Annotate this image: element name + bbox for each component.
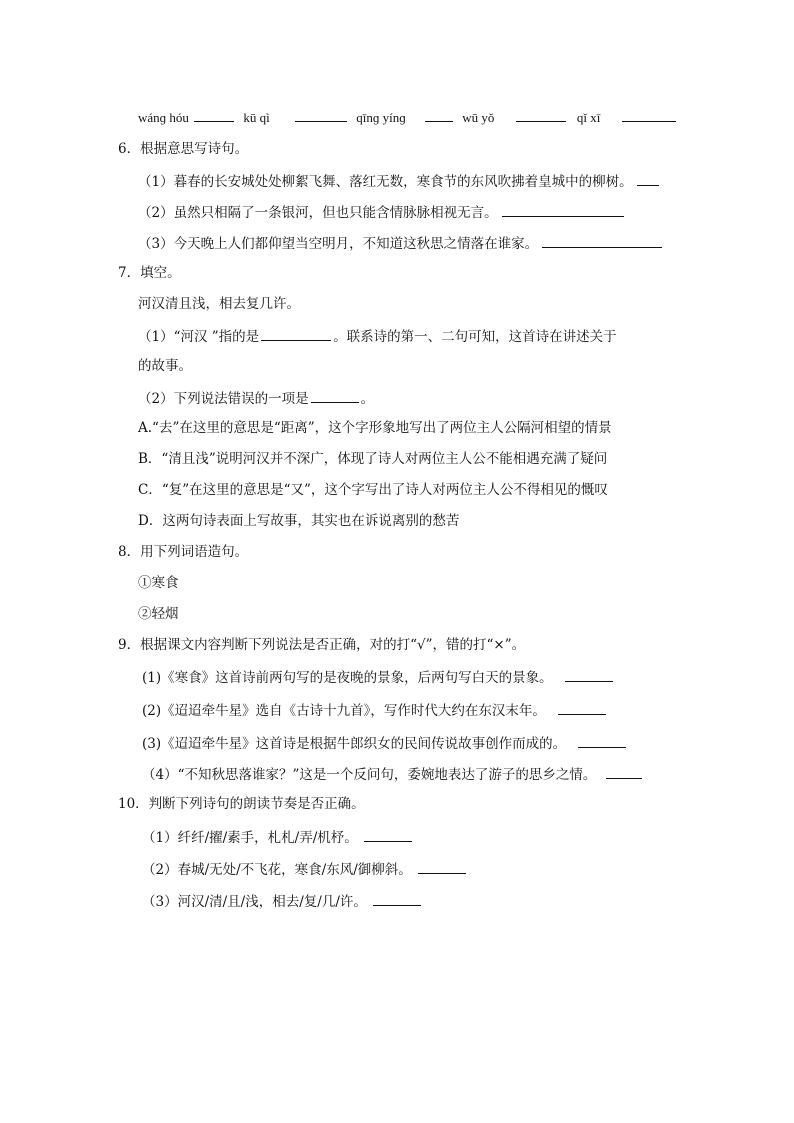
q7-part2-end: 。 bbox=[360, 391, 375, 407]
q9-blank-2[interactable] bbox=[558, 700, 606, 715]
q6-item-3-text: （3）今天晚上人们都仰望当空明月，不知道这秋思之情落在谁家。 bbox=[138, 236, 539, 252]
q6-item-2 bbox=[138, 202, 624, 222]
q7-part1-text-a: （1）“河汉 ”指的是 bbox=[138, 329, 260, 345]
q8-title: 8．用下列词语造句。 bbox=[118, 544, 249, 560]
q6-title: 6．根据意思写诗句。 bbox=[118, 141, 249, 157]
q8-item-1: ①寒食 bbox=[138, 575, 179, 591]
q7-part2 bbox=[138, 388, 374, 408]
q10-item-1 bbox=[142, 827, 412, 847]
pinyin-blank-3[interactable] bbox=[425, 107, 453, 122]
q9-blank-3[interactable] bbox=[578, 733, 626, 748]
pinyin-5: qǐ xī bbox=[576, 110, 601, 125]
q7-option-b: B．“清且浅”说明河汉并不深广，体现了诗人对两位主人公不能相遇充满了疑问 bbox=[138, 451, 608, 467]
q7-blank-2[interactable] bbox=[311, 388, 359, 403]
q8-item-2: ②轻烟 bbox=[138, 606, 179, 622]
pinyin-blank-5[interactable] bbox=[622, 107, 676, 122]
q10-item-3-text: （3）河汉/清/且/浅，相去/复/几/许。 bbox=[142, 894, 367, 910]
q6-item-1 bbox=[138, 171, 659, 191]
q10-item-2-text: （2）春城/无处/不飞花，寒食/东风/御柳斜。 bbox=[142, 862, 412, 878]
pinyin-4: wū yǒ bbox=[462, 110, 495, 125]
q10-blank-2[interactable] bbox=[418, 859, 466, 874]
pinyin-1: wánɡ hóu bbox=[138, 110, 189, 125]
q9-title: 9．根据课文内容判断下列说法是否正确，对的打“√”，错的打“×”。 bbox=[118, 637, 526, 653]
q7-option-d: D．这两句诗表面上写故事，其实也在诉说离别的愁苦 bbox=[138, 513, 460, 529]
q7-part1-cont: 的故事。 bbox=[138, 358, 192, 374]
q10-title: 10．判断下列诗句的朗读节奏是否正确。 bbox=[118, 796, 365, 812]
q6-item-1-text: （1）暮春的长安城处处柳絮飞舞、落红无数，寒食节的东风吹拂着皇城中的柳树。 bbox=[138, 174, 633, 190]
q9-item-3-text: (3)《迢迢牵牛星》这首诗是根据牛郎织女的民间传说故事创作而成的。 bbox=[142, 736, 567, 752]
q9-item-4-text: （4）“不知秋思落谁家？”这是一个反问句，委婉地表达了游子的思乡之情。 bbox=[142, 767, 597, 783]
q7-part1-text-b: 。联系诗的第一、二句可知，这首诗在讲述关于 bbox=[333, 329, 617, 345]
q6-blank-1[interactable] bbox=[637, 171, 659, 186]
q9-item-2 bbox=[142, 700, 606, 720]
q10-blank-3[interactable] bbox=[373, 891, 421, 906]
pinyin-3: qīnɡ yínɡ bbox=[356, 110, 406, 125]
q7-blank-1[interactable] bbox=[261, 326, 331, 341]
q9-item-1-text: (1)《寒食》这首诗前两句写的是夜晚的景象，后两句写白天的景象。 bbox=[142, 670, 553, 686]
q7-part1 bbox=[138, 326, 617, 346]
q10-item-1-text: （1）纤纤/擢/素手，札札/弄/机杼。 bbox=[142, 830, 358, 846]
q9-item-3 bbox=[142, 733, 626, 753]
q7-option-a: A.“去”在这里的意思是“距离”，这个字形象地写出了两位主人公隔河相望的情景 bbox=[138, 420, 612, 436]
q9-blank-4[interactable] bbox=[606, 764, 642, 779]
q9-item-2-text: (2)《迢迢牵牛星》选自《古诗十九首》，写作时代大约在东汉末年。 bbox=[142, 703, 546, 719]
q10-item-2 bbox=[142, 859, 466, 879]
q10-blank-1[interactable] bbox=[364, 827, 412, 842]
q7-part2-text: （2）下列说法错误的一项是 bbox=[138, 391, 309, 407]
q6-item-2-text: （2）虽然只相隔了一条银河，但也只能含情脉脉相视无言。 bbox=[138, 205, 498, 221]
q6-blank-2[interactable] bbox=[502, 202, 624, 217]
q9-item-1 bbox=[142, 667, 613, 687]
q6-blank-3[interactable] bbox=[542, 233, 662, 248]
pinyin-2: kū qì bbox=[243, 110, 270, 125]
q9-blank-1[interactable] bbox=[565, 667, 613, 682]
q6-item-3 bbox=[138, 233, 662, 253]
q10-item-3 bbox=[142, 891, 421, 911]
pinyin-blank-4[interactable] bbox=[516, 107, 566, 122]
q7-option-c: C．“复”在这里的意思是“又”，这个字写出了诗人对两位主人公不得相见的慨叹 bbox=[138, 482, 608, 498]
pinyin-blank-1[interactable] bbox=[194, 107, 234, 122]
q7-poem: 河汉清且浅，相去复几许。 bbox=[138, 296, 300, 312]
q9-item-4 bbox=[142, 764, 642, 784]
q7-title: 7．填空。 bbox=[118, 265, 181, 281]
pinyin-blank-2[interactable] bbox=[295, 107, 347, 122]
pinyin-row bbox=[138, 107, 676, 127]
